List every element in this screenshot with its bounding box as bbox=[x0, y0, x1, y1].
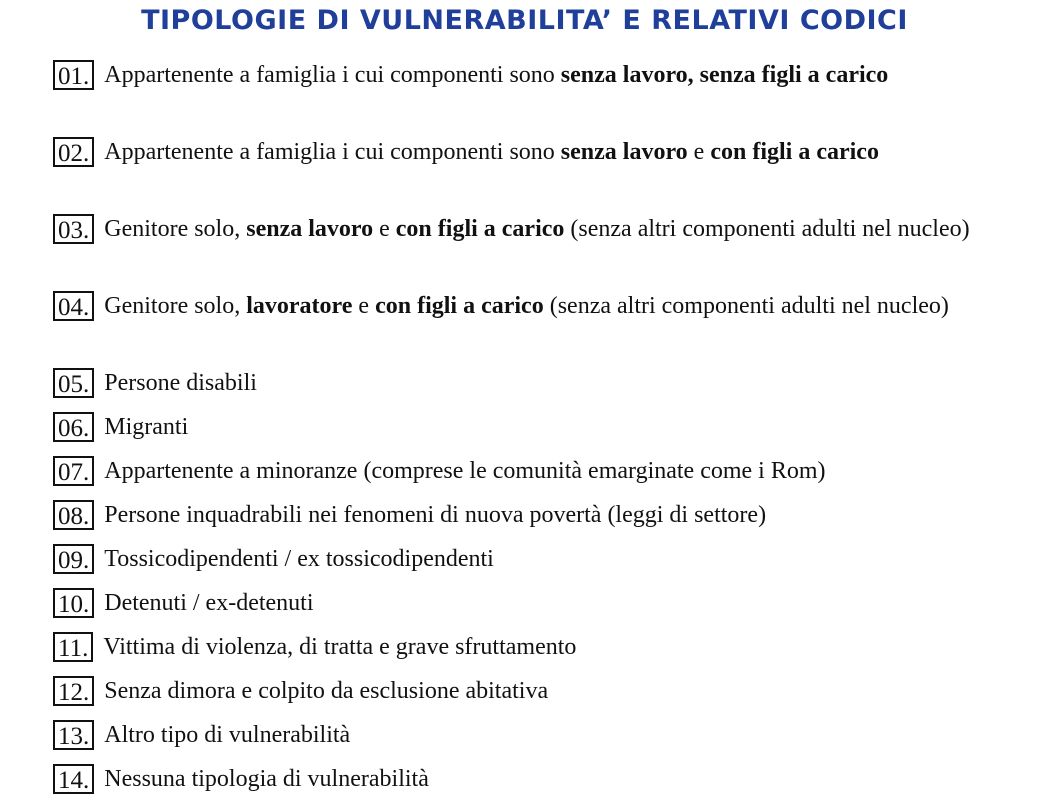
list-item bbox=[53, 674, 1038, 709]
item-code: 10. bbox=[53, 588, 94, 618]
item-text: Appartenente a famiglia i cui componenti sono bbox=[104, 62, 561, 88]
list-item bbox=[53, 410, 1038, 445]
item-text: , bbox=[687, 62, 700, 88]
item-text: e bbox=[687, 139, 711, 165]
list-item bbox=[53, 630, 1038, 665]
list-item bbox=[53, 212, 1038, 247]
item-text: Persone inquadrabili nei fenomeni di nuova povertà (leggi di settore) bbox=[104, 502, 767, 528]
item-code: 02. bbox=[53, 137, 94, 167]
item-text: e bbox=[352, 293, 376, 319]
item-text: Migranti bbox=[104, 414, 189, 440]
item-text-bold: con figli a carico bbox=[375, 293, 544, 319]
item-text-bold: con figli a carico bbox=[395, 216, 565, 242]
item-text: Genitore solo, bbox=[104, 293, 247, 319]
item-text: (senza altri componenti adulti nel nucleo) bbox=[543, 293, 949, 319]
list-item bbox=[53, 542, 1038, 577]
item-text: Detenuti / ex-detenuti bbox=[104, 590, 314, 616]
item-text: Genitore solo, bbox=[104, 216, 247, 242]
item-text: Vittima di violenza, di tratta e grave sfruttamento bbox=[103, 634, 577, 660]
item-code: 13. bbox=[53, 720, 94, 750]
list-item bbox=[53, 289, 1038, 324]
item-text-bold: senza lavoro bbox=[246, 216, 374, 242]
item-code: 04. bbox=[53, 291, 94, 321]
item-code: 11. bbox=[53, 632, 93, 662]
list-item bbox=[53, 586, 1038, 621]
item-text-bold: con figli a carico bbox=[710, 139, 879, 165]
item-text-bold: senza lavoro bbox=[560, 139, 688, 165]
list-item bbox=[53, 366, 1038, 401]
item-text: Nessuna tipologia di vulnerabilità bbox=[104, 766, 429, 792]
item-text-bold: senza figli a carico bbox=[699, 62, 889, 88]
item-text-bold: senza lavoro bbox=[560, 62, 688, 88]
item-code: 06. bbox=[53, 412, 94, 442]
list-item bbox=[53, 58, 1038, 93]
item-text: Tossicodipendenti / ex tossicodipendenti bbox=[104, 546, 494, 572]
item-text-bold: lavoratore bbox=[246, 293, 353, 319]
list-item bbox=[53, 135, 1038, 170]
item-code: 14. bbox=[53, 764, 94, 794]
item-code: 07. bbox=[53, 456, 94, 486]
item-text: Appartenente a famiglia i cui componenti sono bbox=[104, 139, 561, 165]
item-code: 05. bbox=[53, 368, 94, 398]
item-text: Senza dimora e colpito da esclusione abitativa bbox=[104, 678, 549, 704]
item-code: 08. bbox=[53, 500, 94, 530]
list-item bbox=[53, 498, 1038, 533]
item-text: Appartenente a minoranze (comprese le comunità emarginate come i Rom) bbox=[104, 458, 826, 484]
item-code: 09. bbox=[53, 544, 94, 574]
item-text: e bbox=[373, 216, 396, 242]
item-text: Altro tipo di vulnerabilità bbox=[104, 722, 351, 748]
item-text: (senza altri componenti adulti nel nucleo) bbox=[564, 216, 970, 242]
item-code: 12. bbox=[53, 676, 94, 706]
list-item bbox=[53, 454, 1038, 489]
item-code: 01. bbox=[53, 60, 94, 90]
list-item bbox=[53, 762, 1038, 797]
list-item bbox=[53, 718, 1038, 753]
item-code: 03. bbox=[53, 214, 94, 244]
page-title: TIPOLOGIE DI VULNERABILITA’ E RELATIVI CODICI bbox=[141, 5, 908, 36]
item-text: Persone disabili bbox=[104, 370, 257, 396]
